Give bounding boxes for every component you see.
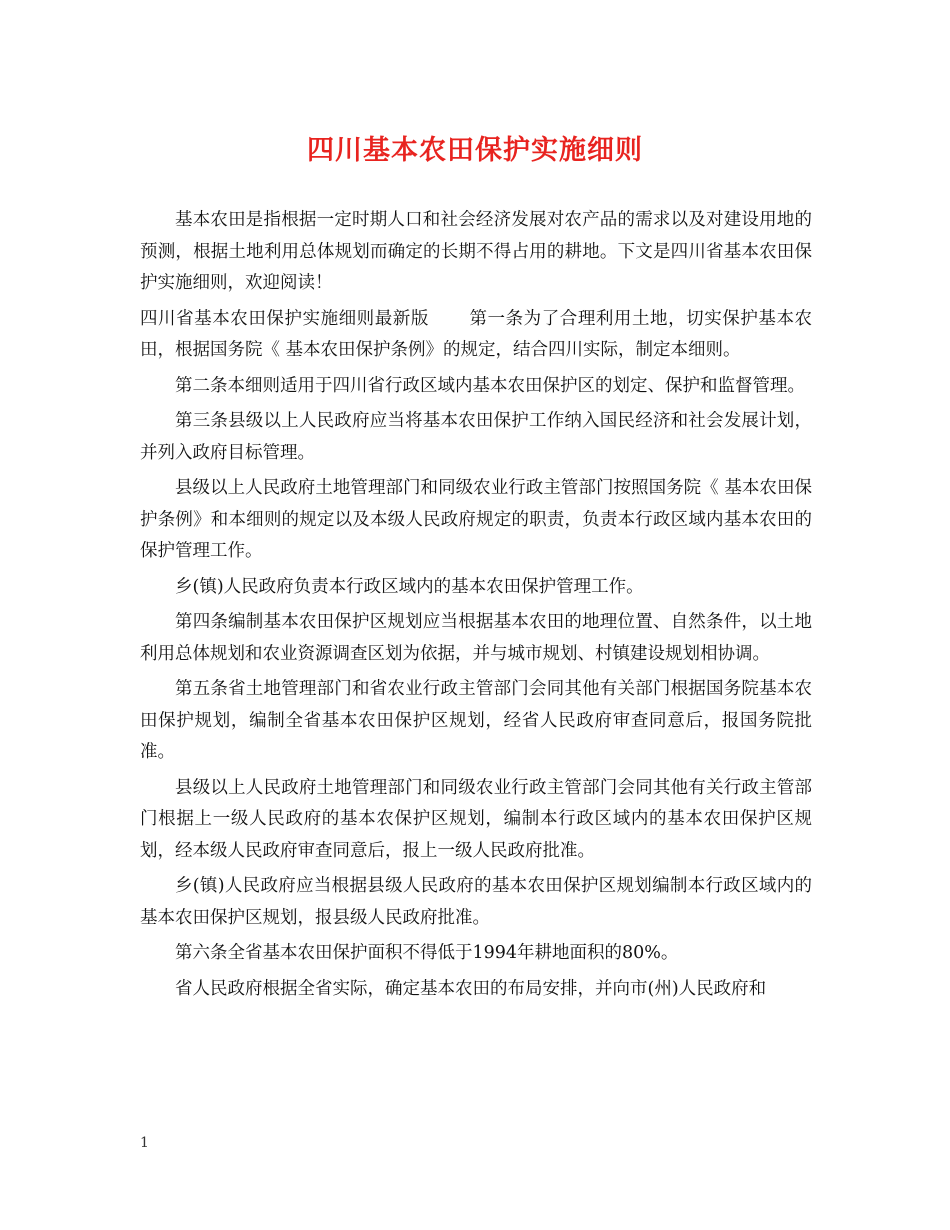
document-title: 四川基本农田保护实施细则	[307, 135, 643, 166]
article-1-paragraph	[140, 304, 812, 367]
article-2-paragraph: 第二条本细则适用于四川省行政区域内基本农田保护区的划定、保护和监督管理。	[175, 375, 805, 396]
article-6-paragraph: 第六条全省基本农田保护面积不得低于1994年耕地面积的80%。	[175, 943, 679, 963]
section-label: 四川省基本农田保护实施细则最新版	[140, 308, 429, 329]
article-5-county-paragraph: 县级以上人民政府土地管理部门和同级农业行政主管部门会同其他有关行政主管部门根据上一级人民政府的基本农保护区规划，编制本行政区域内的基本农田保护区规划，经本级人民政府审查同意后，报上一级人民政府批准。	[140, 777, 812, 861]
article-5-township-paragraph: 乡(镇)人民政府应当根据县级人民政府的基本农田保护区规划编制本行政区域内的基本农田保护区规划，报县级人民政府批准。	[140, 876, 812, 928]
document-body	[140, 205, 812, 1009]
article-1-text: 第一条为了合理利用土地，切实保护基本农田，根据国务院《 基本农田保护条例》的规定，结合四川实际，制定本细则。	[140, 308, 813, 360]
township-paragraph: 乡(镇)人民政府负责本行政区域内的基本农田保护管理工作。	[175, 576, 644, 597]
page-number: 1	[140, 1135, 149, 1151]
article-4-paragraph: 第四条编制基本农田保护区规划应当根据基本农田的地理位置、自然条件，以土地利用总体规划和农业资源调查区划为依据，并与城市规划、村镇建设规划相协调。	[140, 612, 812, 664]
article-6-province-paragraph: 省人民政府根据全省实际，确定基本农田的布局安排，并向市(州)人民政府和	[175, 978, 767, 999]
article-5-paragraph: 第五条省土地管理部门和省农业行政主管部门会同其他有关部门根据国务院基本农田保护规划，编制全省基本农田保护区规划，经省人民政府审查同意后，报国务院批准。	[140, 679, 812, 762]
intro-paragraph: 基本农田是指根据一定时期人口和社会经济发展对农产品的需求以及对建设用地的预测，根据土地利用总体规划而确定的长期不得占用的耕地。下文是四川省基本农田保护实施细则，欢迎阅读！	[140, 210, 812, 293]
article-3-sub-paragraph: 县级以上人民政府土地管理部门和同级农业行政主管部门按照国务院《 基本农田保护条例》和本细则的规定以及本级人民政府规定的职责，负责本行政区域内基本农田的保护管理工作。	[140, 478, 812, 561]
article-3-paragraph: 第三条县级以上人民政府应当将基本农田保护工作纳入国民经济和社会发展计划，并列入政府目标管理。	[140, 411, 812, 463]
